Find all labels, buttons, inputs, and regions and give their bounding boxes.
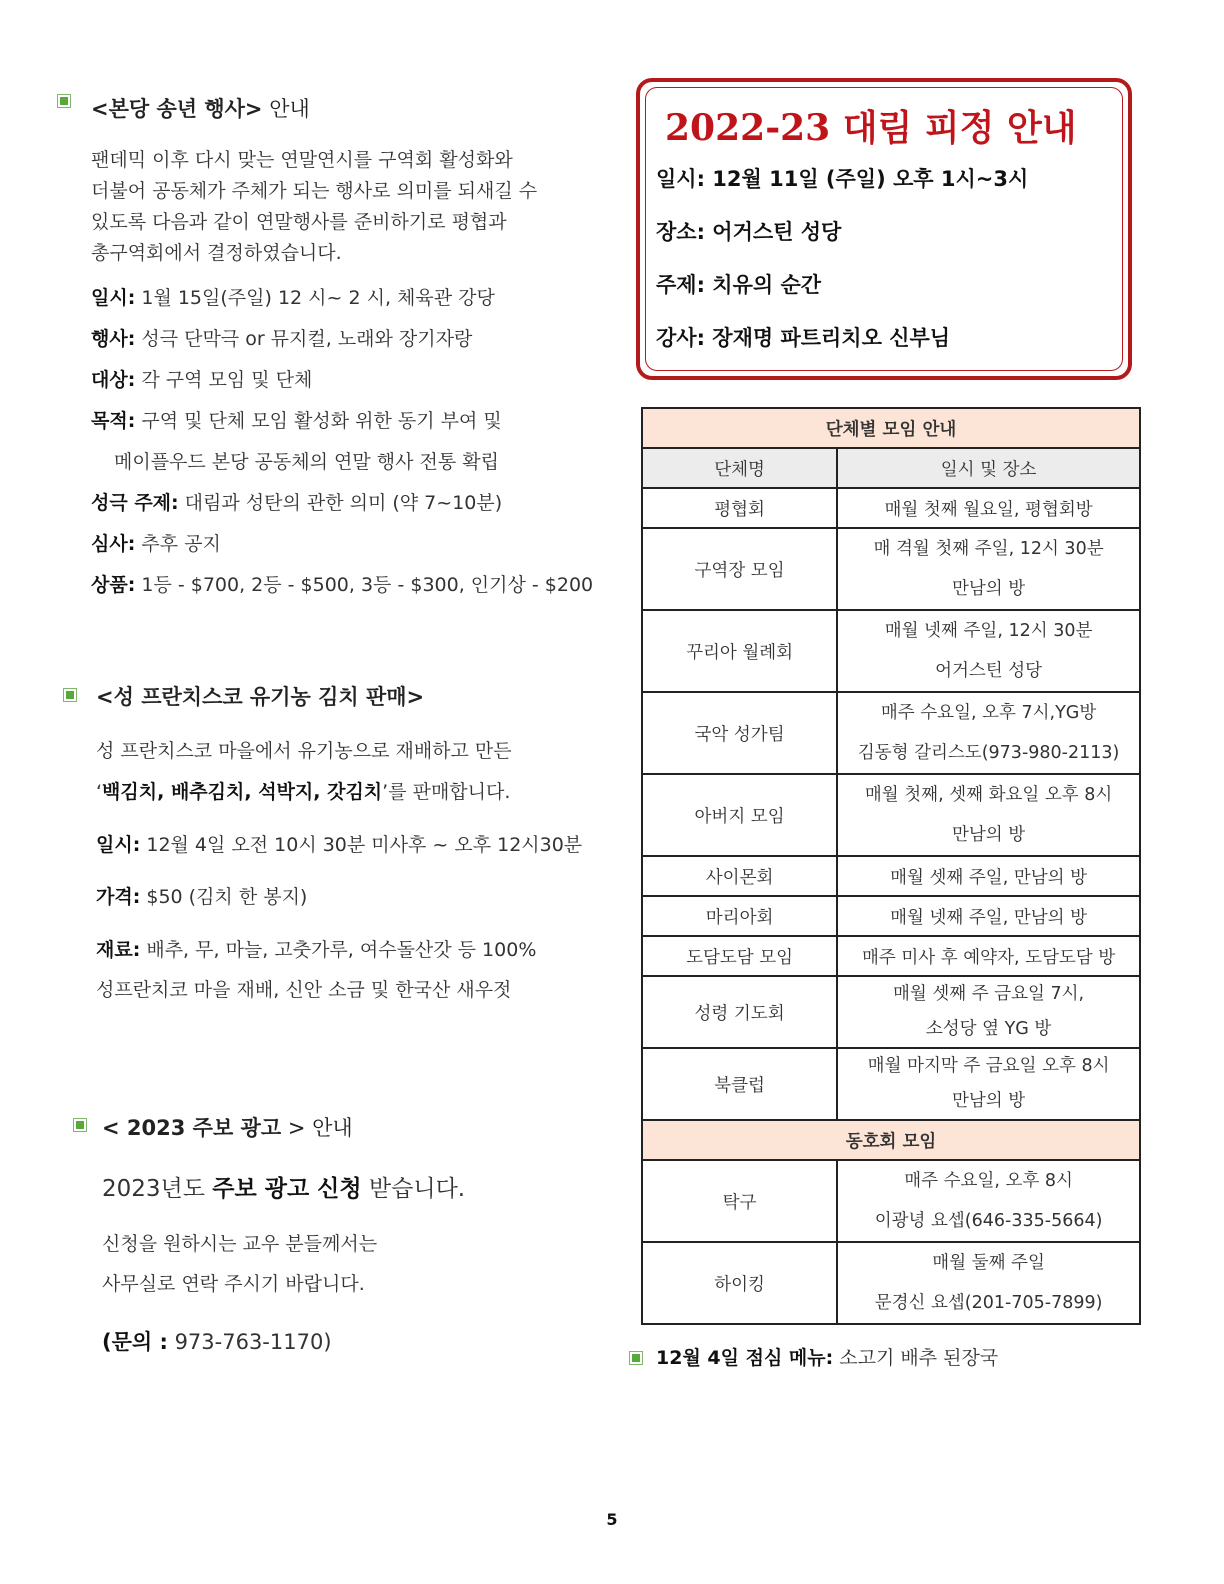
table-row bbox=[642, 1160, 1140, 1242]
table-title-row bbox=[642, 408, 1140, 448]
year-end-event-intro: 팬데믹 이후 다시 맞는 연말연시를 구역회 활성화와 더불어 공동체가 주체가 되는 행사로 의미를 되새길 수 있도록 다음과 같이 연말행사를 준비하기로 평협과 총구역회에서 결정하였습니다. bbox=[91, 149, 538, 264]
club-section-row bbox=[642, 1120, 1140, 1160]
event-program: 행사: 성극 단막극 or 뮤지컬, 노래와 장기자랑 bbox=[91, 328, 473, 350]
group-schedule: 매월 셋째 주 금요일 7시, 소성당 옆 YG 방 bbox=[837, 976, 1140, 1048]
page-number: 5 bbox=[606, 1510, 618, 1529]
group-name: 사이몬회 bbox=[642, 856, 837, 896]
group-meetings-table bbox=[641, 407, 1141, 1325]
year-end-event-title: <본당 송년 행사> 안내 bbox=[91, 97, 310, 121]
table-row bbox=[642, 488, 1140, 528]
event-target: 대상: 각 구역 모임 및 단체 bbox=[91, 369, 313, 391]
club-section-title: 동호회 모임 bbox=[642, 1120, 1140, 1160]
bullet-icon bbox=[629, 1351, 643, 1365]
bullet-icon bbox=[63, 688, 77, 702]
group-name: 평협회 bbox=[642, 488, 837, 528]
group-name: 성령 기도회 bbox=[642, 976, 837, 1048]
kimchi-desc-1: 성 프란치스코 마을에서 유기농으로 재배하고 만든 bbox=[96, 740, 512, 762]
group-name: 꾸리아 월례회 bbox=[642, 610, 837, 692]
event-prizes: 상품: 1등 - $700, 2등 - $500, 3등 - $300, 인기상 - $200 bbox=[91, 574, 594, 596]
bulletin-ad-title: < 2023 주보 광고 > 안내 bbox=[102, 1116, 353, 1140]
event-judging: 심사: 추후 공지 bbox=[91, 533, 221, 555]
table-row bbox=[642, 1048, 1140, 1120]
group-schedule: 매주 미사 후 예약자, 도담도담 방 bbox=[837, 936, 1140, 976]
kimchi-title: <성 프란치스코 유기농 김치 판매> bbox=[96, 685, 425, 709]
group-schedule: 매 격월 첫째 주일, 12시 30분 만남의 방 bbox=[837, 528, 1140, 610]
kimchi-date: 일시: 12월 4일 오전 10시 30분 미사후 ~ 오후 12시30분 bbox=[96, 834, 583, 856]
event-purpose-cont: 메이플우드 본당 공동체의 연말 행사 전통 확립 bbox=[114, 451, 499, 473]
advent-retreat-place: 장소: 어거스틴 성당 bbox=[656, 220, 842, 244]
table-row bbox=[642, 896, 1140, 936]
group-schedule: 매주 수요일, 오후 7시,YG방 김동형 갈리스도(973-980-2113) bbox=[837, 692, 1140, 774]
event-purpose: 목적: 구역 및 단체 모임 활성화 위한 동기 부여 및 bbox=[91, 410, 502, 432]
club-name: 하이킹 bbox=[642, 1242, 837, 1324]
bulletin-ad-headline: 2023년도 주보 광고 신청 받습니다. bbox=[102, 1176, 466, 1202]
club-schedule: 매주 수요일, 오후 8시 이광녕 요셉(646-335-5664) bbox=[837, 1160, 1140, 1242]
group-schedule: 매월 첫째, 셋째 화요일 오후 8시 만남의 방 bbox=[837, 774, 1140, 856]
table-row bbox=[642, 976, 1140, 1048]
table-row bbox=[642, 610, 1140, 692]
advent-retreat-theme: 주제: 치유의 순간 bbox=[656, 273, 822, 297]
column-header-when: 일시 및 장소 bbox=[837, 448, 1140, 488]
advent-retreat-date: 일시: 12월 11일 (주일) 오후 1시~3시 bbox=[656, 167, 1029, 191]
club-name: 탁구 bbox=[642, 1160, 837, 1242]
kimchi-desc-2: ‘백김치, 배추김치, 석박지, 갓김치’를 판매합니다. bbox=[96, 781, 511, 803]
group-schedule: 매월 넷째 주일, 12시 30분 어거스틴 성당 bbox=[837, 610, 1140, 692]
table-row bbox=[642, 856, 1140, 896]
table-header-row bbox=[642, 448, 1140, 488]
table-row bbox=[642, 692, 1140, 774]
advent-retreat-speaker: 강사: 장재명 파트리치오 신부님 bbox=[656, 326, 951, 350]
bulletin-ad-line2: 신청을 원하시는 교우 분들께서는 bbox=[102, 1233, 378, 1255]
group-name: 아버지 모임 bbox=[642, 774, 837, 856]
table-row bbox=[642, 1242, 1140, 1324]
group-schedule: 매월 넷째 주일, 만남의 방 bbox=[837, 896, 1140, 936]
table-row bbox=[642, 774, 1140, 856]
bullet-icon bbox=[73, 1118, 87, 1132]
kimchi-ingredients-cont: 성프란치코 마을 재배, 신안 소금 및 한국산 새우젓 bbox=[96, 979, 512, 1001]
bulletin-ad-contact: (문의 : 973-763-1170) bbox=[102, 1330, 332, 1354]
group-name: 도담도담 모임 bbox=[642, 936, 837, 976]
club-schedule: 매월 둘째 주일 문경신 요셉(201-705-7899) bbox=[837, 1242, 1140, 1324]
event-date: 일시: 1월 15일(주일) 12 시~ 2 시, 체육관 강당 bbox=[91, 287, 495, 309]
column-header-name: 단체명 bbox=[642, 448, 837, 488]
group-schedule: 매월 셋째 주일, 만남의 방 bbox=[837, 856, 1140, 896]
bulletin-ad-line3: 사무실로 연락 주시기 바랍니다. bbox=[102, 1273, 365, 1295]
group-schedule: 매월 마지막 주 금요일 오후 8시 만남의 방 bbox=[837, 1048, 1140, 1120]
bullet-icon bbox=[57, 94, 71, 108]
advent-retreat-title: 2022-23 대림 피정 안내 bbox=[665, 107, 1077, 149]
group-name: 국악 성가팀 bbox=[642, 692, 837, 774]
group-schedule: 매월 첫째 월요일, 평협회방 bbox=[837, 488, 1140, 528]
kimchi-price: 가격: $50 (김치 한 봉지) bbox=[96, 886, 308, 908]
lunch-menu: 12월 4일 점심 메뉴: 소고기 배추 된장국 bbox=[656, 1347, 999, 1369]
group-name: 마리아회 bbox=[642, 896, 837, 936]
kimchi-ingredients: 재료: 배추, 무, 마늘, 고춧가루, 여수돌산갓 등 100% bbox=[96, 939, 537, 961]
event-play-theme: 성극 주제: 대림과 성탄의 관한 의미 (약 7~10분) bbox=[91, 492, 503, 514]
group-name: 구역장 모임 bbox=[642, 528, 837, 610]
table-row bbox=[642, 528, 1140, 610]
group-name: 북클럽 bbox=[642, 1048, 837, 1120]
table-row bbox=[642, 936, 1140, 976]
table-title: 단체별 모임 안내 bbox=[642, 408, 1140, 448]
